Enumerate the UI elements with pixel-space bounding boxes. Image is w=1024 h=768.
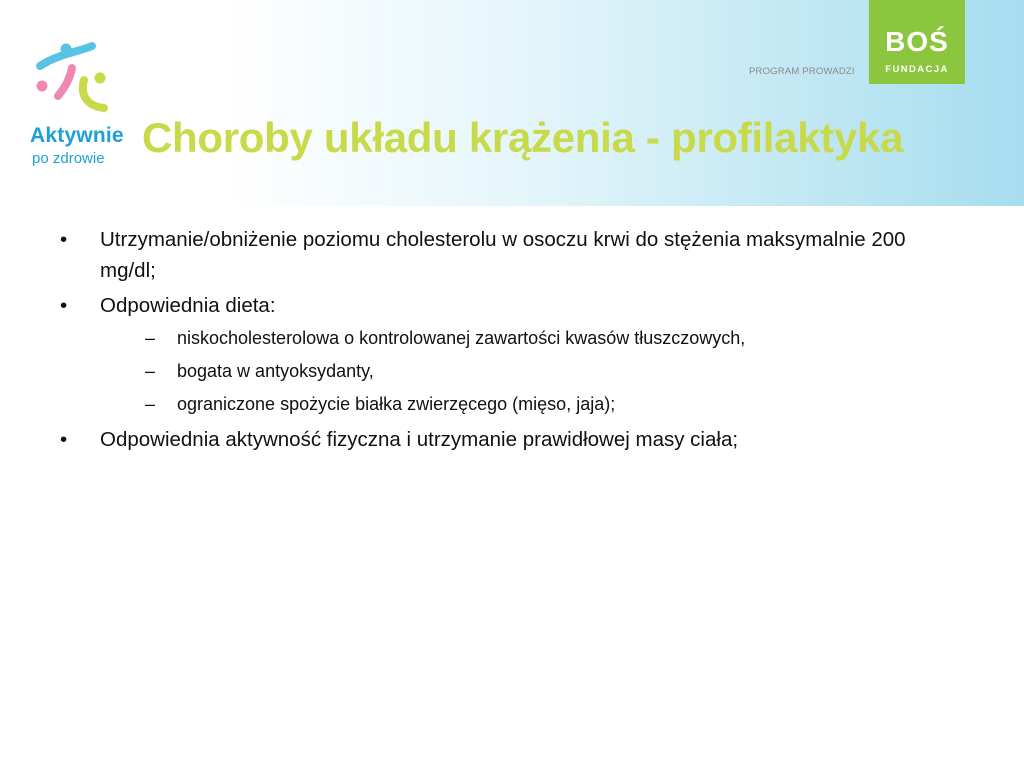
slide-content xyxy=(60,224,960,459)
dash-icon: – xyxy=(145,361,156,381)
bullet-text: Odpowiednia aktywność fizyczna i utrzymanie prawidłowej masy ciała; xyxy=(100,428,739,451)
bullet-dot-icon: • xyxy=(60,294,68,317)
people-logo-icon xyxy=(32,40,122,120)
sub-item-text: bogata w antyoksydanty, xyxy=(177,361,374,381)
sub-item xyxy=(145,325,960,351)
bullet-dot-icon: • xyxy=(60,228,68,251)
dash-icon: – xyxy=(145,328,156,348)
bos-logo-sub: FUNDACJA xyxy=(885,64,949,75)
sub-item xyxy=(145,358,960,384)
bos-fundacja-logo xyxy=(869,0,965,84)
sub-item-text: ograniczone spożycie białka zwierzęcego (mięso, jaja); xyxy=(177,394,616,414)
bos-logo-word: BOŚ xyxy=(885,26,949,57)
bullet-text: Odpowiednia dieta: xyxy=(100,294,276,317)
bullet-item xyxy=(60,424,960,455)
bullet-item xyxy=(60,224,960,286)
bullet-item xyxy=(60,290,960,321)
sub-item xyxy=(145,391,960,417)
dash-icon: – xyxy=(145,394,156,414)
aktywnie-logo xyxy=(24,40,154,180)
bullet-dot-icon: • xyxy=(60,428,68,451)
sub-item-text: niskocholesterolowa o kontrolowanej zawartości kwasów tłuszczowych, xyxy=(177,328,746,348)
program-label: PROGRAM PROWADZI xyxy=(749,66,855,77)
slide-title: Choroby układu krążenia - profilaktyka xyxy=(142,114,904,161)
logo-title: Aktywnie xyxy=(30,124,124,147)
logo-subtitle: po zdrowie xyxy=(32,150,105,167)
bullet-text: Utrzymanie/obniżenie poziomu cholesterolu w osoczu krwi do stężenia maksymalnie 200 mg/dl; xyxy=(100,228,906,282)
